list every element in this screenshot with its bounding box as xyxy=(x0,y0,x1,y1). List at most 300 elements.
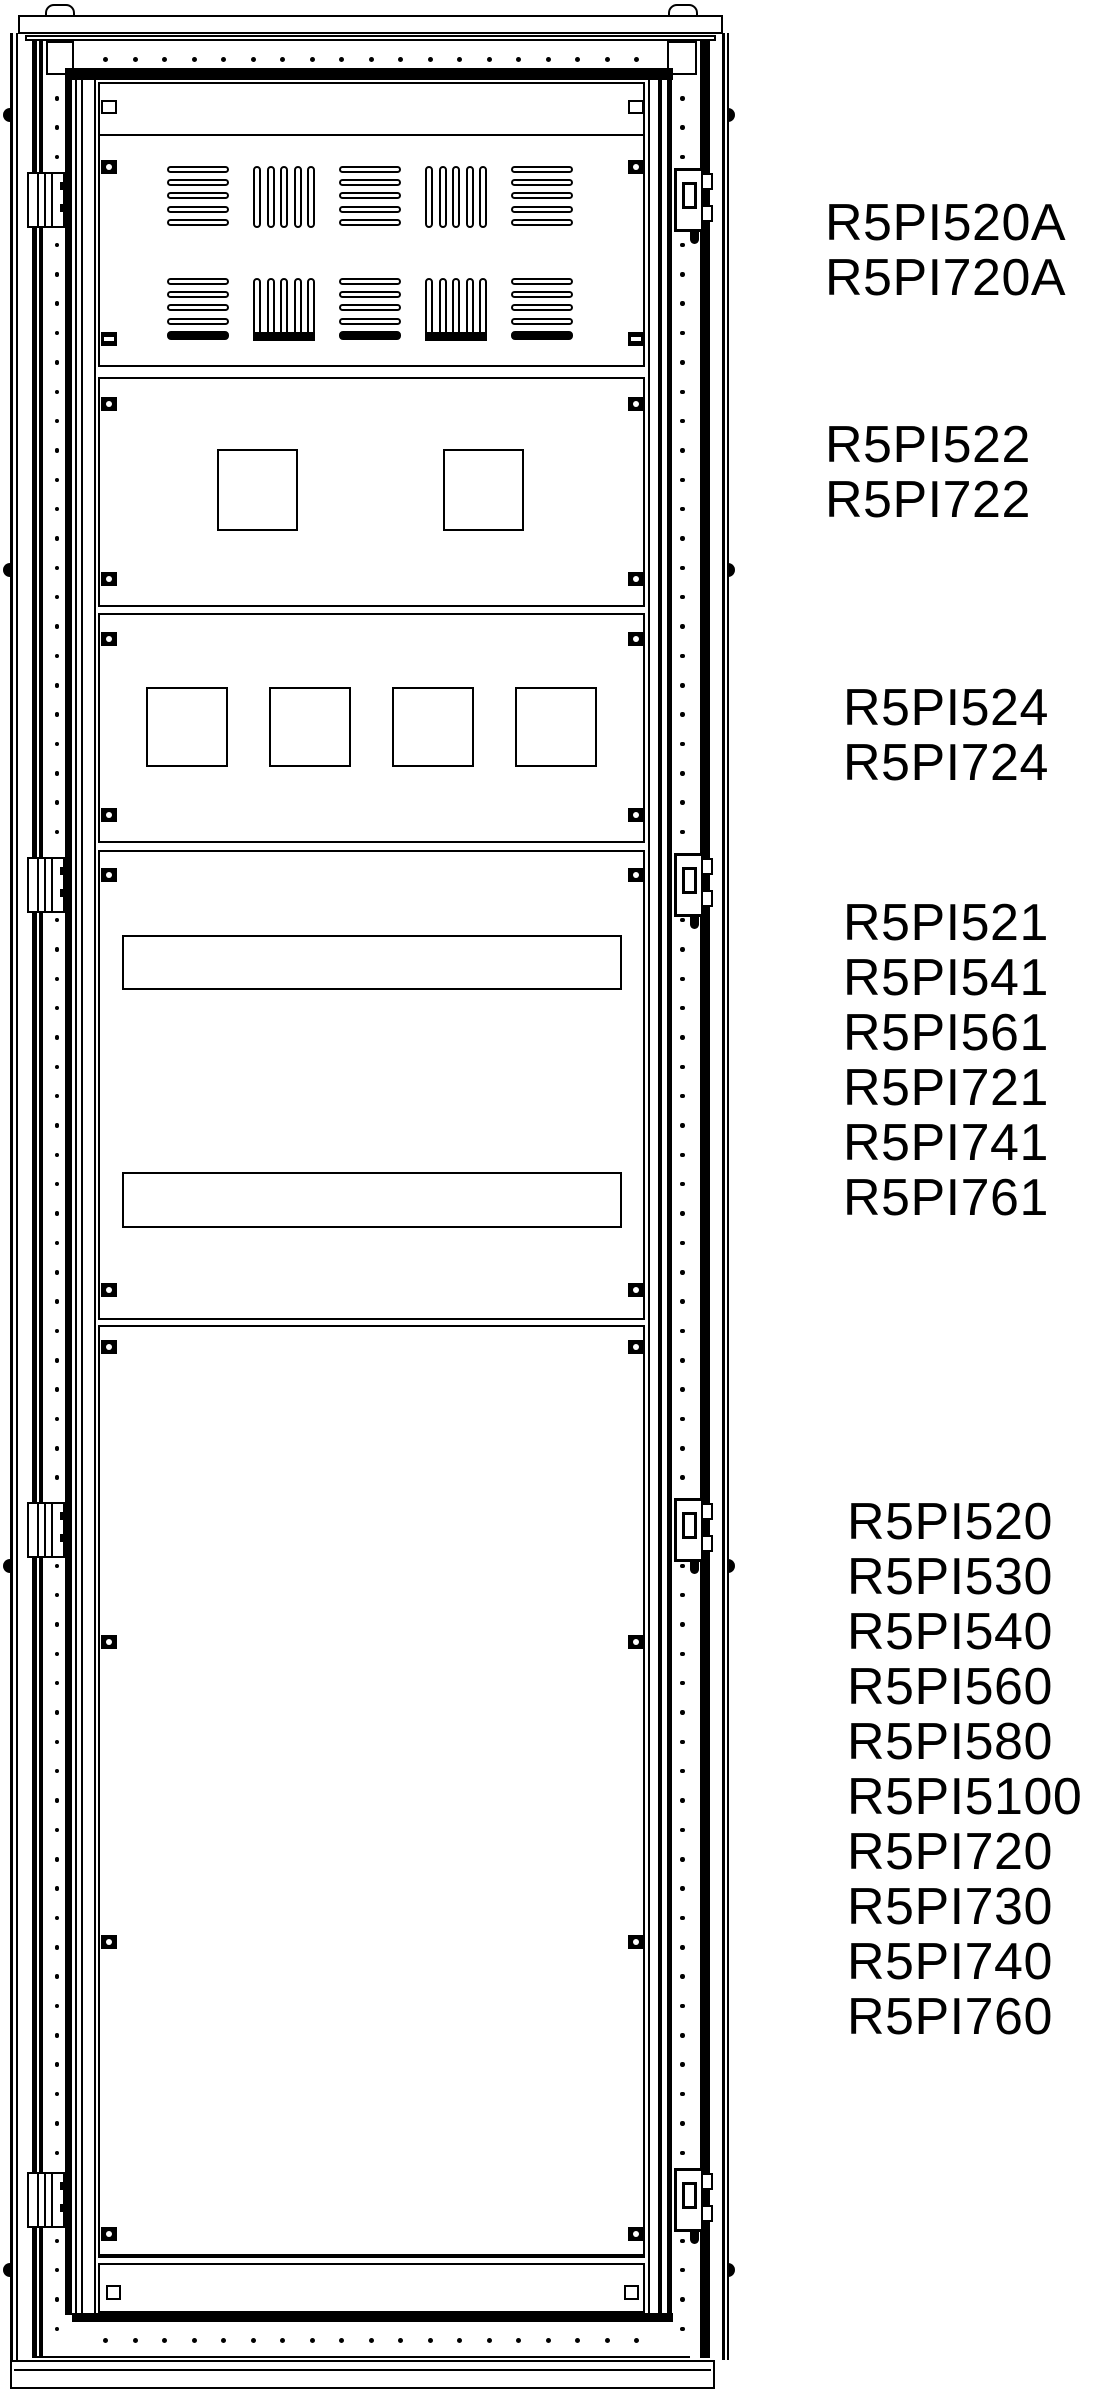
rail-hole xyxy=(55,1065,60,1070)
rail-hole xyxy=(680,1299,685,1304)
right-rail-line-2 xyxy=(667,78,672,2315)
rail-hole xyxy=(680,448,685,453)
edge-nub xyxy=(3,108,11,122)
edge-nub xyxy=(3,1559,11,1573)
vent-slot xyxy=(511,206,573,213)
edge-nub xyxy=(3,563,11,577)
rail-hole xyxy=(680,624,685,629)
vent-slot xyxy=(511,179,573,186)
door-top-band xyxy=(65,68,673,80)
rail-hole xyxy=(680,947,685,952)
vent-slot xyxy=(511,219,573,226)
rail-hole xyxy=(55,595,60,600)
left-wall-outer-line xyxy=(10,33,13,2360)
rail-hole xyxy=(55,1475,60,1480)
cutout xyxy=(515,687,597,767)
rail-hole xyxy=(680,1740,685,1745)
door-bottom-band xyxy=(72,2313,673,2322)
rail-hole xyxy=(680,1622,685,1627)
rail-hole xyxy=(680,977,685,982)
vent-slot xyxy=(167,166,229,173)
panel-clip xyxy=(628,332,644,346)
part-number-group xyxy=(843,896,1049,1226)
rail-hole xyxy=(398,2338,403,2343)
rail-hole xyxy=(55,2121,60,2126)
edge-nub xyxy=(727,1559,735,1573)
rail-hole xyxy=(680,1387,685,1392)
vent-slot xyxy=(339,304,401,311)
part-number-group xyxy=(825,196,1066,306)
panel-clip xyxy=(101,1635,117,1649)
vent-slot xyxy=(280,166,288,228)
panel-clip xyxy=(628,397,644,411)
part-number: R5PI580 xyxy=(847,1713,1053,1771)
rail-hole xyxy=(133,57,138,62)
hinge-right xyxy=(674,845,718,929)
rail-hole xyxy=(55,1094,60,1099)
rail-hole xyxy=(133,2338,138,2343)
rail-hole xyxy=(680,1974,685,1979)
rail-hole xyxy=(487,2338,492,2343)
rail-hole xyxy=(55,2239,60,2244)
rail-hole xyxy=(55,1211,60,1216)
rail-hole xyxy=(55,243,60,248)
vent-slot-cap xyxy=(425,332,487,341)
rail-hole xyxy=(680,2033,685,2038)
rail-hole xyxy=(398,57,403,62)
panel-clip xyxy=(628,868,644,882)
rail-hole xyxy=(680,390,685,395)
part-number: R5PI5100 xyxy=(847,1768,1083,1826)
bottom-rail-line xyxy=(33,2356,690,2358)
vent-slot xyxy=(267,166,275,228)
rail-hole xyxy=(680,2327,685,2332)
vent-slot xyxy=(511,331,573,340)
rail-hole xyxy=(680,800,685,805)
rail-hole xyxy=(516,2338,521,2343)
part-number: R5PI724 xyxy=(843,734,1049,792)
rail-hole xyxy=(55,2268,60,2273)
part-number: R5PI524 xyxy=(843,679,1049,737)
vent-slot xyxy=(167,219,229,226)
rail-hole xyxy=(55,507,60,512)
rail-hole xyxy=(680,1065,685,1070)
rail-hole xyxy=(55,1593,60,1598)
rail-hole xyxy=(55,1123,60,1128)
vent-slot xyxy=(425,166,433,228)
panel-vented-divider xyxy=(98,134,645,136)
rail-hole xyxy=(192,2338,197,2343)
rail-hole xyxy=(680,1123,685,1128)
rail-hole xyxy=(680,419,685,424)
rail-hole xyxy=(680,1241,685,1246)
rail-hole xyxy=(680,1094,685,1099)
rail-hole xyxy=(55,1417,60,1422)
strip-square-hole xyxy=(624,2285,639,2300)
rail-hole xyxy=(55,478,60,483)
vent-slot xyxy=(167,291,229,298)
rail-hole xyxy=(55,1564,60,1569)
rail-hole xyxy=(487,57,492,62)
part-number: R5PI720 xyxy=(847,1823,1053,1881)
part-number: R5PI722 xyxy=(825,471,1031,529)
rail-hole xyxy=(680,566,685,571)
rail-hole xyxy=(575,57,580,62)
vent-slot xyxy=(167,179,229,186)
rail-hole xyxy=(680,771,685,776)
vent-slot xyxy=(511,278,573,285)
top-cap xyxy=(18,15,723,34)
rail-hole xyxy=(55,947,60,952)
part-number: R5PI760 xyxy=(847,1988,1053,2046)
panel-clip xyxy=(101,2227,117,2241)
vent-slot xyxy=(339,179,401,186)
hinge-pin xyxy=(60,182,66,190)
vent-slot xyxy=(511,192,573,199)
rail-hole xyxy=(680,2297,685,2302)
rail-hole xyxy=(680,1358,685,1363)
panel-clip xyxy=(101,1283,117,1297)
rail-hole xyxy=(680,1916,685,1921)
vent-slot xyxy=(452,166,460,228)
panel-clip xyxy=(628,572,644,586)
panel-clip xyxy=(101,572,117,586)
panel-clip xyxy=(628,1935,644,1949)
vent-slot xyxy=(511,318,573,325)
vent-slot xyxy=(253,166,261,228)
panel-clip xyxy=(101,397,117,411)
rail-hole xyxy=(310,2338,315,2343)
rail-hole xyxy=(55,1387,60,1392)
part-number-group xyxy=(843,681,1049,791)
panel-clip xyxy=(101,160,117,174)
rail-hole xyxy=(55,155,60,160)
rail-hole xyxy=(55,918,60,923)
panel-clip xyxy=(628,100,644,114)
vent-slot xyxy=(167,304,229,311)
vent-slot xyxy=(439,166,447,228)
rail-hole xyxy=(680,654,685,659)
left-rail-band xyxy=(65,78,72,2315)
rail-hole xyxy=(680,125,685,130)
hinge-pin xyxy=(60,204,66,212)
part-number: R5PI530 xyxy=(847,1548,1053,1606)
vent-slot-cap xyxy=(253,332,315,341)
hinge-pin xyxy=(60,2204,66,2212)
rail-hole xyxy=(680,683,685,688)
rail-hole xyxy=(680,1886,685,1891)
rail-hole xyxy=(339,57,344,62)
panel-blank xyxy=(98,1325,645,2258)
vent-slot xyxy=(425,278,433,340)
vent-slot xyxy=(167,318,229,325)
rail-hole xyxy=(55,125,60,130)
rail-hole xyxy=(55,654,60,659)
vent-slot xyxy=(167,331,229,340)
vent-slot xyxy=(452,278,460,340)
panel-clip xyxy=(101,868,117,882)
rail-hole xyxy=(680,507,685,512)
rail-hole xyxy=(55,390,60,395)
right-wall-outer-line xyxy=(727,33,729,2360)
part-number: R5PI540 xyxy=(847,1603,1053,1661)
rail-hole xyxy=(55,2062,60,2067)
rail-hole xyxy=(680,2268,685,2273)
rail-hole xyxy=(55,2151,60,2156)
rail-hole xyxy=(55,2092,60,2097)
rail-hole xyxy=(55,1153,60,1158)
vent-slot xyxy=(511,291,573,298)
right-upright xyxy=(700,40,710,2358)
plinth-line xyxy=(14,2369,711,2371)
door-right-edge xyxy=(648,80,650,2313)
hinge-left xyxy=(27,172,65,228)
part-number: R5PI740 xyxy=(847,1933,1053,1991)
rail-hole xyxy=(680,2121,685,2126)
rail-hole xyxy=(55,272,60,277)
rail-hole xyxy=(457,2338,462,2343)
rail-hole xyxy=(428,57,433,62)
panel-clip xyxy=(101,808,117,822)
part-number-group xyxy=(847,1495,1082,2045)
rail-hole xyxy=(55,1299,60,1304)
vent-slot xyxy=(479,278,487,340)
rail-hole xyxy=(680,1211,685,1216)
panel-clip xyxy=(628,2227,644,2241)
left-rail-line-2 xyxy=(81,78,83,2315)
rail-hole xyxy=(55,1358,60,1363)
rail-hole xyxy=(280,2338,285,2343)
rail-hole xyxy=(680,536,685,541)
rail-hole xyxy=(280,57,285,62)
part-number: R5PI741 xyxy=(843,1114,1049,1172)
rail-hole xyxy=(680,2004,685,2009)
rail-hole xyxy=(162,2338,167,2343)
panel-two-slots xyxy=(98,850,645,1320)
rail-hole xyxy=(55,566,60,571)
rail-hole xyxy=(55,1798,60,1803)
rail-hole xyxy=(55,712,60,717)
hinge-pin xyxy=(60,867,66,875)
rail-hole xyxy=(680,1446,685,1451)
rail-hole xyxy=(55,830,60,835)
rail-hole xyxy=(680,1329,685,1334)
rail-hole xyxy=(55,1652,60,1657)
vent-slot xyxy=(167,278,229,285)
rail-hole xyxy=(680,1475,685,1480)
rail-hole xyxy=(55,360,60,365)
rail-hole xyxy=(680,1681,685,1686)
rail-hole xyxy=(680,272,685,277)
rail-hole xyxy=(55,771,60,776)
rail-hole xyxy=(55,419,60,424)
vent-slot xyxy=(294,166,302,228)
edge-nub xyxy=(727,563,735,577)
part-number: R5PI521 xyxy=(843,894,1049,952)
vent-slot xyxy=(339,291,401,298)
part-number-group xyxy=(825,418,1031,528)
hinge-left xyxy=(27,1502,65,1558)
panel-clip xyxy=(628,632,644,646)
rail-hole xyxy=(680,2092,685,2097)
bottom-strip-panel xyxy=(98,2263,645,2313)
rail-hole xyxy=(55,1622,60,1627)
vent-slot xyxy=(511,304,573,311)
part-number: R5PI561 xyxy=(843,1004,1049,1062)
hinge-pin xyxy=(60,1512,66,1520)
rail-hole xyxy=(680,1828,685,1833)
rail-hole xyxy=(55,1006,60,1011)
rail-hole xyxy=(680,2062,685,2067)
rail-hole xyxy=(680,742,685,747)
rail-hole xyxy=(680,2151,685,2156)
panel-two-cutouts xyxy=(98,377,645,607)
rail-hole xyxy=(103,57,108,62)
edge-nub xyxy=(3,2263,11,2277)
rail-hole xyxy=(605,57,610,62)
left-upright-b xyxy=(39,40,43,2358)
edge-nub xyxy=(727,108,735,122)
hinge-left xyxy=(27,2172,65,2228)
vent-slot xyxy=(167,192,229,199)
vent-slot xyxy=(339,278,401,285)
panel-clip xyxy=(628,1635,644,1649)
part-number: R5PI761 xyxy=(843,1169,1049,1227)
hinge-pin xyxy=(60,2182,66,2190)
rail-hole xyxy=(251,2338,256,2343)
rail-hole xyxy=(680,360,685,365)
rail-hole xyxy=(55,2033,60,2038)
rail-hole xyxy=(680,1182,685,1187)
panel-clip xyxy=(101,100,117,114)
panel-clip xyxy=(628,1283,644,1297)
cutout xyxy=(392,687,474,767)
rail-hole xyxy=(55,1886,60,1891)
rail-hole xyxy=(634,57,639,62)
hinge-left xyxy=(27,857,65,913)
rail-hole xyxy=(680,1857,685,1862)
part-number: R5PI541 xyxy=(843,949,1049,1007)
panel-clip xyxy=(628,808,644,822)
rail-hole xyxy=(221,2338,226,2343)
rail-hole xyxy=(680,830,685,835)
rail-hole xyxy=(55,977,60,982)
slot-cutout xyxy=(122,1172,622,1228)
rail-hole xyxy=(680,1710,685,1715)
rail-hole xyxy=(55,2004,60,2009)
vent-slot xyxy=(167,206,229,213)
rail-hole xyxy=(310,57,315,62)
rail-hole xyxy=(55,1329,60,1334)
vent-slot xyxy=(307,166,315,228)
rail-hole xyxy=(546,2338,551,2343)
cutout xyxy=(217,449,298,531)
hinge-pin xyxy=(60,889,66,897)
rail-hole xyxy=(55,331,60,336)
rail-hole xyxy=(55,624,60,629)
part-number: R5PI520A xyxy=(825,194,1067,252)
part-number: R5PI522 xyxy=(825,416,1031,474)
part-number: R5PI721 xyxy=(843,1059,1049,1117)
door-left-edge xyxy=(94,80,96,2313)
rail-hole xyxy=(634,2338,639,2343)
rail-hole xyxy=(162,57,167,62)
rail-hole xyxy=(55,1241,60,1246)
right-rail-line-1 xyxy=(658,78,662,2315)
hinge-right xyxy=(674,160,718,244)
rail-hole xyxy=(680,1153,685,1158)
rail-hole xyxy=(55,683,60,688)
rail-hole xyxy=(680,712,685,717)
hinge-right xyxy=(674,1490,718,1574)
rail-hole xyxy=(192,57,197,62)
rail-hole xyxy=(680,1798,685,1803)
rail-hole xyxy=(680,96,685,101)
rail-hole xyxy=(55,1035,60,1040)
rail-hole xyxy=(55,1740,60,1745)
rail-hole xyxy=(339,2338,344,2343)
rail-hole xyxy=(680,1270,685,1275)
rail-hole xyxy=(55,1182,60,1187)
part-number: R5PI730 xyxy=(847,1878,1053,1936)
hinge-right xyxy=(674,2160,718,2244)
rail-hole xyxy=(680,1652,685,1657)
panel-clip xyxy=(628,160,644,174)
rail-hole xyxy=(55,1270,60,1275)
vent-slot xyxy=(294,278,302,340)
rail-hole xyxy=(575,2338,580,2343)
vent-slot xyxy=(479,166,487,228)
rail-hole xyxy=(680,155,685,160)
rail-hole xyxy=(55,448,60,453)
rail-hole xyxy=(55,1857,60,1862)
rail-hole xyxy=(55,1710,60,1715)
part-number: R5PI520 xyxy=(847,1493,1053,1551)
vent-slot xyxy=(280,278,288,340)
rail-hole xyxy=(680,478,685,483)
top-cap-underline xyxy=(25,35,716,41)
rail-hole xyxy=(251,57,256,62)
rail-hole xyxy=(680,301,685,306)
left-wall-inner-line xyxy=(16,33,18,2360)
vent-slot xyxy=(339,166,401,173)
rail-hole xyxy=(55,1446,60,1451)
rail-hole xyxy=(680,595,685,600)
vent-slot xyxy=(466,278,474,340)
rail-hole xyxy=(55,2297,60,2302)
cutout xyxy=(269,687,351,767)
vent-slot xyxy=(339,206,401,213)
rail-hole xyxy=(55,2327,60,2332)
right-wall-inner-line xyxy=(722,33,725,2360)
panel-clip xyxy=(101,332,117,346)
rail-hole xyxy=(55,800,60,805)
rail-hole xyxy=(428,2338,433,2343)
rail-hole xyxy=(680,1035,685,1040)
rail-hole xyxy=(103,2338,108,2343)
rail-hole xyxy=(55,96,60,101)
slot-cutout xyxy=(122,935,622,990)
vent-slot xyxy=(307,278,315,340)
rail-hole xyxy=(457,57,462,62)
rail-hole xyxy=(680,1417,685,1422)
rail-hole xyxy=(55,1769,60,1774)
panel-clip xyxy=(101,632,117,646)
vent-slot xyxy=(339,192,401,199)
rail-hole xyxy=(680,331,685,336)
plinth xyxy=(10,2360,715,2389)
rail-hole xyxy=(516,57,521,62)
